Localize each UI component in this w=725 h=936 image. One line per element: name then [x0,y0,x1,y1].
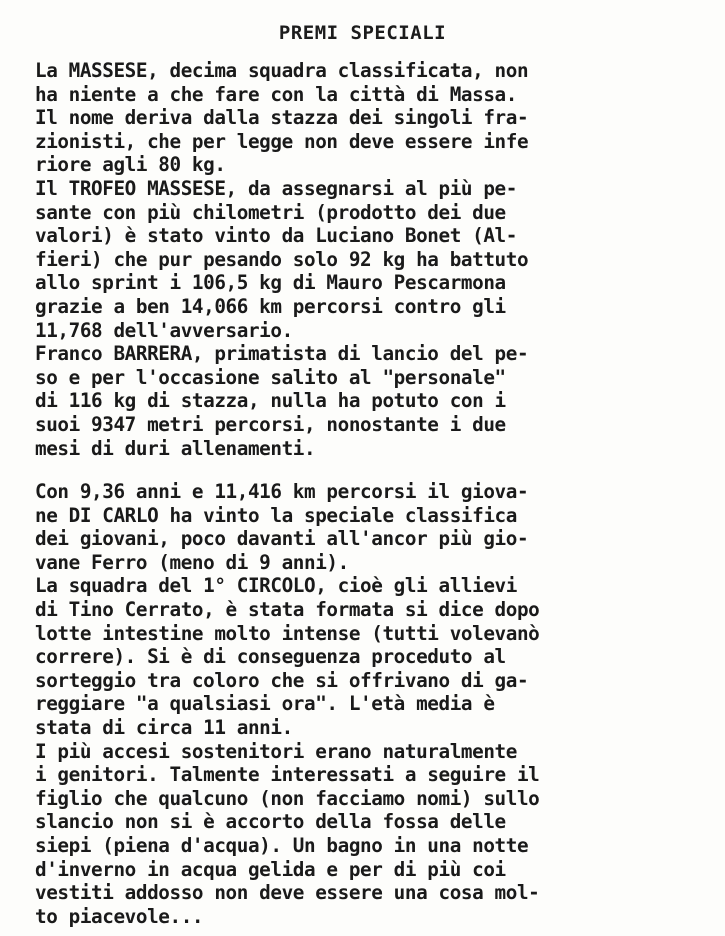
text-line: sante con più chilometri (prodotto dei due [35,200,506,224]
text-line: di Tino Cerrato, è stata formata si dice dopo [35,598,540,622]
text-line: Franco BARRERA, primatista di lancio del pe- [35,342,529,366]
text-line: vane Ferro (meno di 9 anni). [35,550,349,574]
text-line: Con 9,36 anni e 11,416 km percorsi il giova- [35,480,529,504]
text-line: ha niente a che fare con la città di Massa. [35,82,517,106]
text-line: to piacevole... [35,904,204,928]
text-line: correre). Si è di conseguenza proceduto al [35,645,506,669]
text-line: La MASSESE, decima squadra classificata, non [35,59,529,82]
text-line: ne DI CARLO ha vinto la speciale classifica [35,503,517,527]
text-line: sorteggio tra coloro che si offrivano di ga- [35,668,529,692]
paragraph-gap [35,460,715,480]
text-line: suoi 9347 metri percorsi, nonostante i due [35,412,506,436]
text-line: figlio che qualcuno (non facciamo nomi) sullo [35,786,540,810]
text-line: 11,768 dell'avversario. [35,318,293,342]
text-line: lotte intestine molto intense (tutti volevanò [35,621,540,645]
text-line: d'inverno in acqua gelida e per di più coi [35,857,506,881]
text-line: riore agli 80 kg. [35,153,226,177]
text-line: grazie a ben 14,066 km percorsi contro gli [35,294,506,318]
text-line: slancio non si è accorto della fossa delle [35,810,506,834]
text-line: La squadra del 1° CIRCOLO, cioè gli allievi [35,574,517,598]
page-title: PREMI SPECIALI [278,22,447,44]
text-line: mesi di duri allenamenti. [35,436,316,460]
text-line: fieri) che pur pesando solo 92 kg ha battuto [35,247,529,271]
text-line: Il TROFEO MASSESE, da assegnarsi al più pe- [35,176,517,200]
text-line: reggiare "a qualsiasi ora". L'età media è [35,692,495,716]
text-body [35,59,715,928]
text-line: valori) è stato vinto da Luciano Bonet (Al- [35,224,517,248]
text-line: dei giovani, poco davanti all'ancor più gio- [35,527,529,551]
text-line: siepi (piena d'acqua). Un bagno in una notte [35,834,529,857]
text-line: stata di circa 11 anni. [35,716,293,740]
text-line: allo sprint i 106,5 kg di Mauro Pescarmona [35,271,506,295]
text-line: so e per l'occasione salito al "personale" [35,365,506,389]
text-line: Il nome deriva dalla stazza dei singoli fra- [35,106,529,130]
text-line: zionisti, che per legge non deve essere infe [35,129,529,153]
text-line: vestiti addosso non deve essere una cosa mol- [35,881,540,905]
text-line: di 116 kg di stazza, nulla ha potuto con i [35,389,506,413]
text-line: I più accesi sostenitori erano naturalmente [35,739,517,763]
text-line: i genitori. Talmente interessati a seguire il [35,763,540,787]
